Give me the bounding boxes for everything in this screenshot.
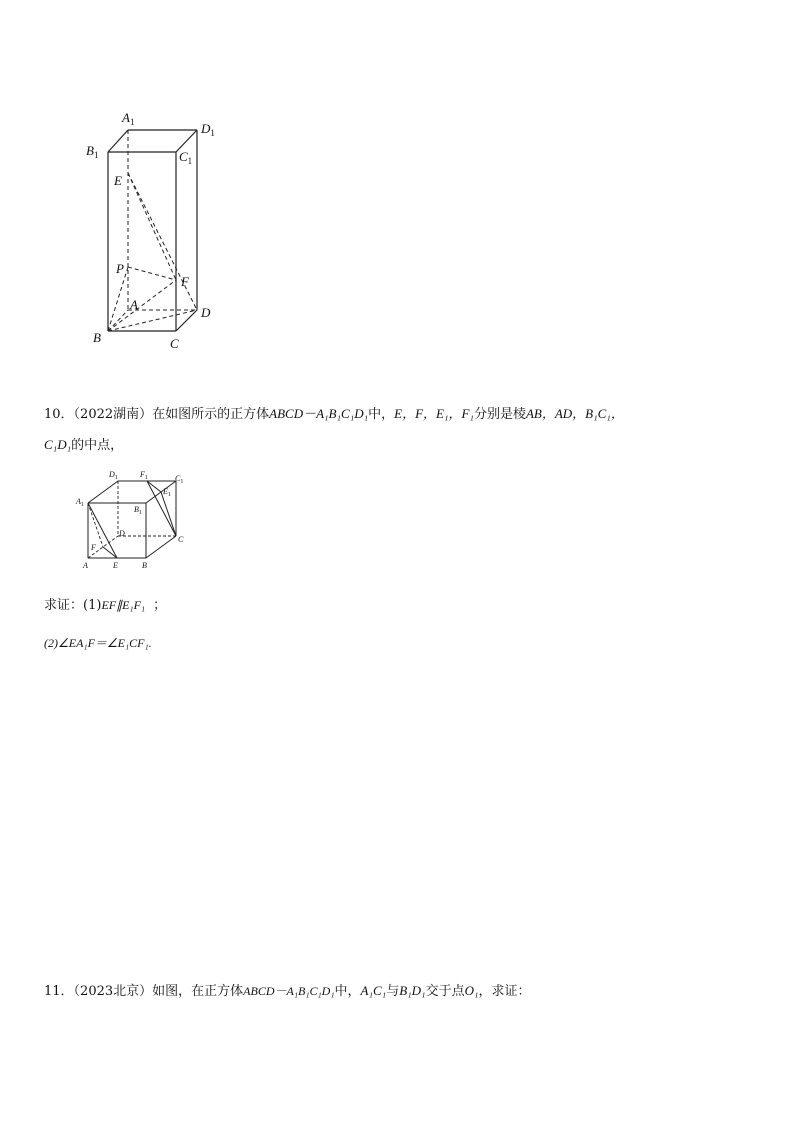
label-E: E bbox=[113, 561, 118, 570]
label-B: B bbox=[142, 561, 147, 570]
part-1-number: (1) bbox=[83, 598, 102, 613]
problem-11-seg-a1c1: A₁C₁ bbox=[360, 983, 387, 998]
cube-diagram bbox=[72, 468, 192, 574]
label-E: E bbox=[114, 173, 122, 188]
label-C: C bbox=[170, 336, 179, 351]
label-A1: $A_1$ bbox=[122, 110, 135, 127]
problem-10-points: E，F，E₁，F₁ bbox=[394, 406, 474, 421]
label-C: C bbox=[178, 535, 184, 544]
label-D: D bbox=[201, 305, 211, 320]
label-F: F bbox=[91, 543, 96, 552]
label-C1: $C_1$ bbox=[175, 474, 184, 485]
problem-10-text-mid: 中， bbox=[368, 407, 395, 422]
label-E1: $E_1$ bbox=[163, 487, 171, 498]
label-B: B bbox=[93, 330, 101, 345]
problem-11-text-meet: 交于点 bbox=[425, 984, 465, 999]
problem-11-seg-b1d1: B₁D₁ bbox=[399, 983, 426, 998]
problem-10-text-before: 在如图所示的正方体 bbox=[152, 407, 270, 422]
label-A: A bbox=[83, 561, 88, 570]
label-F1: $F_1$ bbox=[140, 470, 148, 481]
problem-11-solid: ABCD－A₁B₁C₁D₁ bbox=[243, 984, 335, 998]
label-F: F bbox=[181, 274, 189, 289]
problem-10-line-1 bbox=[44, 405, 624, 424]
problem-11-point-o1: O₁ bbox=[464, 983, 479, 998]
part-1-expression: EF∥E₁F₁ bbox=[101, 598, 146, 612]
label-C1: $C_1$ bbox=[179, 149, 193, 166]
problem-10-prove-line bbox=[44, 596, 166, 615]
prove-label: 求证： bbox=[44, 598, 84, 613]
problem-10-midpoint-text: 的中点， bbox=[71, 438, 124, 453]
problem-10-solid: ABCD－A₁B₁C₁D₁ bbox=[269, 406, 369, 421]
part-1-end: ； bbox=[153, 598, 167, 613]
problem-11-text-with: 与 bbox=[386, 984, 400, 999]
label-A1: $A_1$ bbox=[76, 497, 84, 508]
problem-10-source: （2022湖南） bbox=[73, 407, 153, 422]
label-A: A bbox=[130, 297, 138, 312]
label-D1: $D_1$ bbox=[109, 470, 118, 481]
problem-11-text-end: ，求证： bbox=[478, 984, 531, 999]
problem-10-edge-c1d1: C₁D₁ bbox=[44, 437, 72, 452]
part-2-statement: (2)∠EA₁F＝∠E₁CF₁. bbox=[44, 636, 152, 650]
problem-11-source: （2023北京） bbox=[73, 984, 153, 999]
problem-10-edges: AB，AD，B₁C₁， bbox=[525, 406, 624, 421]
problem-11-text-before: 如图，在正方体 bbox=[152, 984, 244, 999]
problem-10-line-2 bbox=[44, 436, 123, 455]
label-D: D bbox=[119, 529, 125, 538]
problem-10-number: 10． bbox=[44, 407, 74, 422]
figure-cube bbox=[72, 468, 192, 574]
label-B1: $B_1$ bbox=[134, 505, 142, 516]
figure-prism bbox=[80, 105, 230, 355]
label-P: P bbox=[116, 261, 124, 276]
problem-10-part-2 bbox=[44, 634, 152, 652]
problem-11-text-mid: 中， bbox=[334, 984, 361, 999]
problem-11-number: 11． bbox=[44, 984, 74, 999]
label-D1: $D_1$ bbox=[201, 121, 215, 138]
label-B1: $B_1$ bbox=[86, 143, 99, 160]
problem-11-line-1 bbox=[44, 982, 531, 1001]
problem-10-text-after: 分别是棱 bbox=[473, 407, 526, 422]
